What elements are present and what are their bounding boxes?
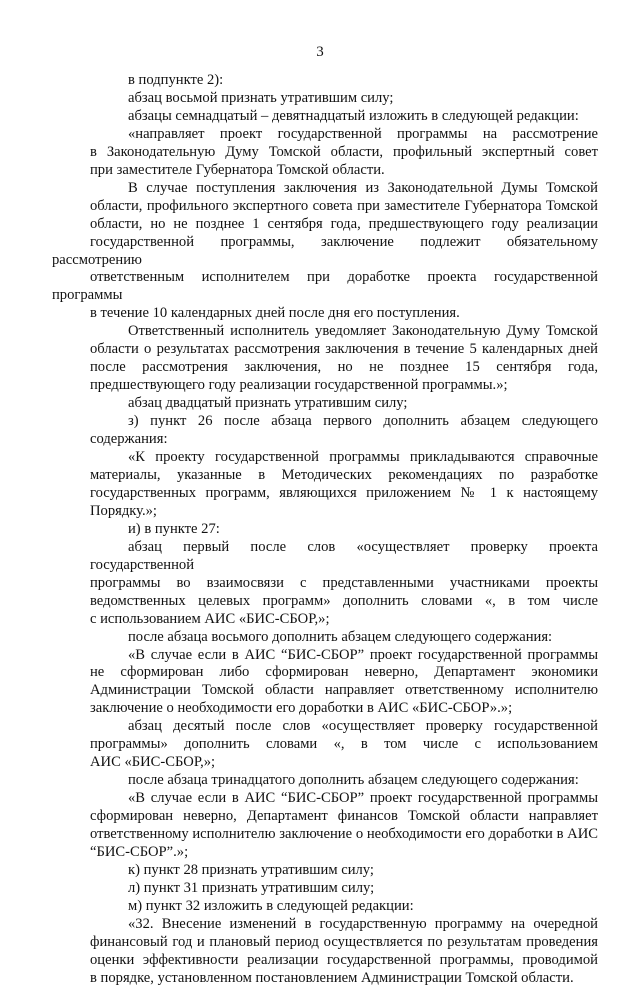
text-line: финансовый год и плановый период осуществляется по результатам проведения <box>90 933 598 950</box>
text-line: сформирован неверно, Департамент финансов Томской области направляет <box>90 808 598 825</box>
text-line: ответственным исполнителем при доработке проекта государственной программы <box>52 269 598 304</box>
text-line: после абзаца тринадцатого дополнить абзацем следующего содержания: <box>128 772 579 789</box>
paragraph <box>90 772 598 790</box>
paragraph <box>90 916 598 988</box>
page-number: 3 <box>316 44 324 60</box>
text-line: после абзаца восьмого дополнить абзацем следующего содержания: <box>128 628 553 645</box>
paragraph <box>90 880 598 898</box>
text-line: Порядку.»; <box>90 502 157 519</box>
text-line: предшествующего году реализации государственной программы.»; <box>90 377 508 394</box>
paragraph <box>90 862 598 880</box>
text-line: при заместителе Губернатора Томской области. <box>90 161 385 178</box>
text-line: в порядке, установленном постановлением Администрации Томской области. <box>90 969 574 986</box>
text-line: в течение 10 календарных дней после дня его поступления. <box>90 305 460 322</box>
text-line: с использованием АИС «БИС-СБОР,»; <box>90 610 330 627</box>
text-line: ведомственных целевых программ» дополнить словами «, в том числе <box>90 592 598 609</box>
text-line: абзац первый после слов «осуществляет проверку проекта государственной <box>90 538 598 573</box>
text-line: оценки эффективности реализации государственной программы, проводимой <box>90 951 598 968</box>
text-line: государственных программ, являющихся приложением № 1 к настоящему <box>90 484 598 501</box>
text-line: содержания: <box>90 431 168 448</box>
text-line: АИС «БИС-СБОР,»; <box>90 754 216 771</box>
paragraph <box>90 539 598 629</box>
paragraph <box>90 521 598 539</box>
paragraph <box>90 395 598 413</box>
text-line: «В случае если в АИС “БИС-СБОР” проект государственной программы <box>128 646 598 663</box>
paragraph <box>90 108 598 126</box>
text-line: программы во взаимосвязи с представленными участниками проекты <box>90 574 598 591</box>
text-line: В случае поступления заключения из Законодательной Думы Томской <box>128 179 598 196</box>
paragraph <box>90 449 598 521</box>
paragraph <box>90 647 598 719</box>
text-line: м) пункт 32 изложить в следующей редакции: <box>128 897 414 914</box>
text-line: «К проекту государственной программы прикладываются справочные <box>128 449 598 466</box>
text-line: области, профильного экспертного совета при заместителе Губернатора Томской <box>90 197 598 214</box>
text-line: программы» дополнить словами «, в том числе с использованием <box>90 736 598 753</box>
paragraph <box>90 323 598 395</box>
text-line: абзац десятый после слов «осуществляет проверку государственной <box>128 718 598 735</box>
text-line: абзац восьмой признать утратившим силу; <box>128 89 394 106</box>
text-line: государственной программы, заключение подлежит обязательному рассмотрению <box>52 233 598 268</box>
text-line: не сформирован либо сформирован неверно, Департамент экономики <box>90 664 598 681</box>
text-line: материалы, указанные в Методических рекомендациях по разработке <box>90 466 598 483</box>
text-line: “БИС-СБОР”.»; <box>90 843 189 860</box>
text-line: «направляет проект государственной программы на рассмотрение <box>128 125 598 142</box>
text-line: ответственному исполнителю заключение о необходимости его доработки в АИС <box>90 826 598 843</box>
text-line: в подпункте 2): <box>128 72 224 88</box>
paragraph <box>90 72 598 90</box>
text-line: области, но не позднее 1 сентября года, предшествующего году реализации <box>90 215 598 232</box>
paragraph <box>90 718 598 772</box>
document-body <box>52 72 598 988</box>
paragraph <box>90 90 598 108</box>
text-line: «В случае если в АИС “БИС-СБОР” проект государственной программы <box>128 790 598 807</box>
text-line: Администрации Томской области направляет ответственному исполнителю <box>90 682 598 699</box>
text-line: заключение о необходимости его доработки в АИС «БИС-СБОР».»; <box>90 700 513 717</box>
text-line: после рассмотрения заключения, но не позднее 15 сентября года, <box>90 359 598 376</box>
text-line: области о результатах рассмотрения заключения в течение 5 календарных дней <box>90 341 598 358</box>
text-line: и) в пункте 27: <box>128 520 220 537</box>
paragraph <box>52 179 598 324</box>
paragraph <box>90 126 598 180</box>
text-line: л) пункт 31 признать утратившим силу; <box>128 879 375 896</box>
text-line: абзац двадцатый признать утратившим силу; <box>128 395 408 412</box>
paragraph <box>90 413 598 449</box>
text-line: абзацы семнадцатый – девятнадцатый изложить в следующей редакции: <box>128 107 579 124</box>
paragraph <box>90 790 598 862</box>
text-line: Ответственный исполнитель уведомляет Законодательную Думу Томской <box>128 323 598 340</box>
text-line: з) пункт 26 после абзаца первого дополнить абзацем следующего <box>128 413 598 430</box>
text-line: «32. Внесение изменений в государственную программу на очередной <box>128 915 598 932</box>
paragraph <box>90 629 598 647</box>
paragraph <box>90 898 598 916</box>
text-line: к) пункт 28 признать утратившим силу; <box>128 861 374 878</box>
text-line: в Законодательную Думу Томской области, профильный экспертный совет <box>90 143 598 160</box>
